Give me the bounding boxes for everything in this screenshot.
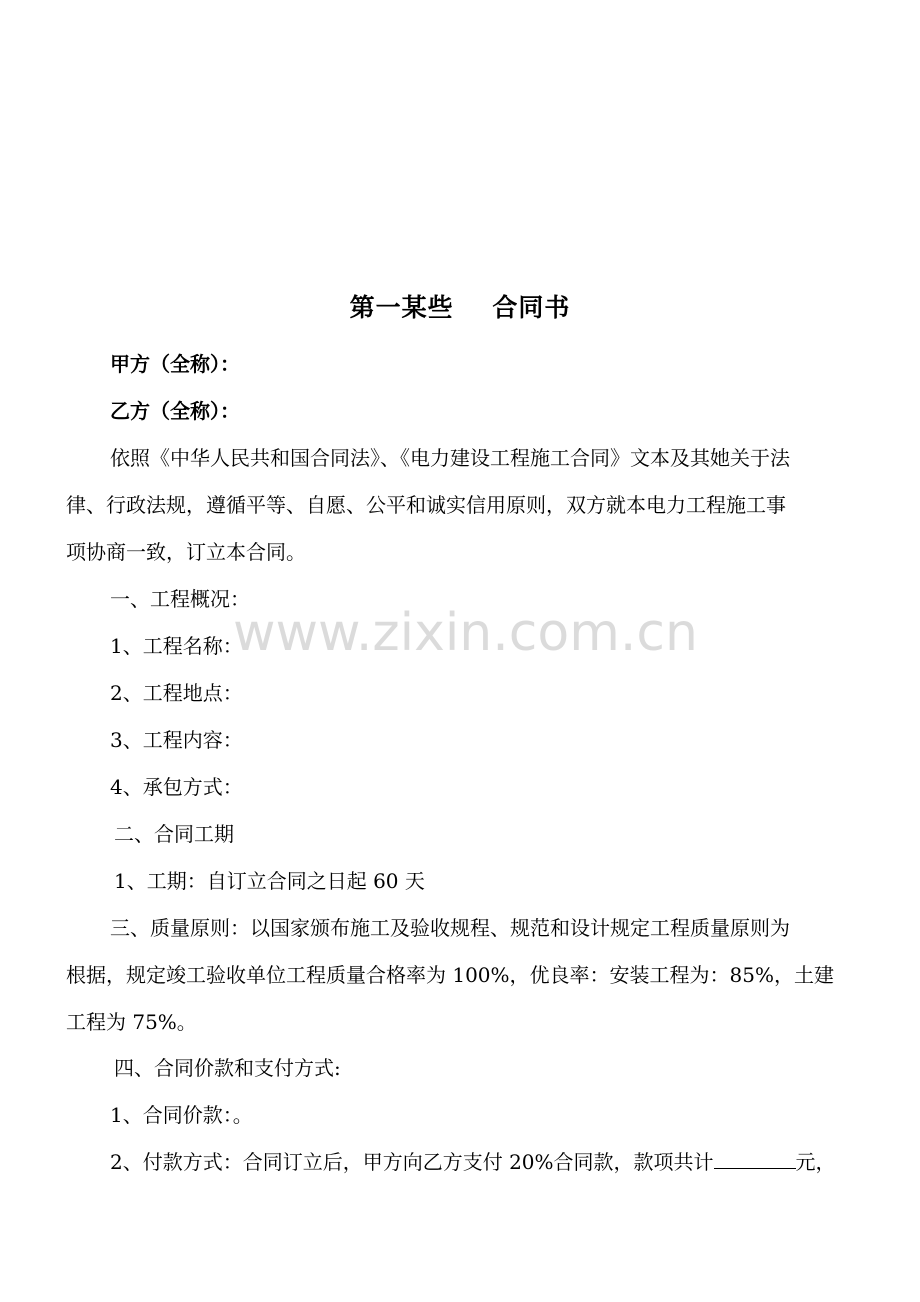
section-project-overview: 一、工程概况： [110,587,250,611]
party-a-label: 甲方（全称）： [110,352,240,376]
item-contract-method: 4、承包方式： [110,775,243,799]
item-project-name: 1、工程名称： [110,634,243,658]
payment-unit-text: 元， [795,1150,836,1174]
section-price-payment: 四、合同价款和支付方式: [114,1056,341,1080]
watermark-text: www.zixin.com.cn [233,603,698,663]
payment-method-text: 2、付款方式：合同订立后，甲方向乙方支付 20%合同款，款项共计 [110,1150,714,1174]
payment-amount-blank [714,1150,796,1169]
document-title: 第一某些 合同书 [349,293,571,322]
party-b-label: 乙方（全称）： [110,399,240,423]
quality-line-3: 工程为 75%。 [66,1010,197,1034]
quality-line-2: 根据，规定竣工验收单位工程质量合格率为 100%，优良率：安装工程为：85%，土建 [66,963,834,987]
intro-line-1: 依照《中华人民共和国合同法》、《电力建设工程施工合同》文本及其她关于法 [110,446,790,470]
intro-line-2: 律、行政法规，遵循平等、自愿、公平和诚实信用原则，双方就本电力工程施工事 [66,493,786,517]
item-period-days: 1、工期：自订立合同之日起 60 天 [114,869,425,893]
intro-line-3: 项协商一致，订立本合同。 [66,540,306,564]
quality-line-1: 三、质量原则：以国家颁布施工及验收规程、规范和设计规定工程质量原则为 [110,916,790,940]
item-project-content: 3、工程内容： [110,728,243,752]
section-contract-period: 二、合同工期 [114,822,234,846]
item-payment-method [110,1147,836,1177]
item-contract-price: 1、合同价款：。 [110,1103,253,1127]
item-project-location: 2、工程地点： [110,681,243,705]
